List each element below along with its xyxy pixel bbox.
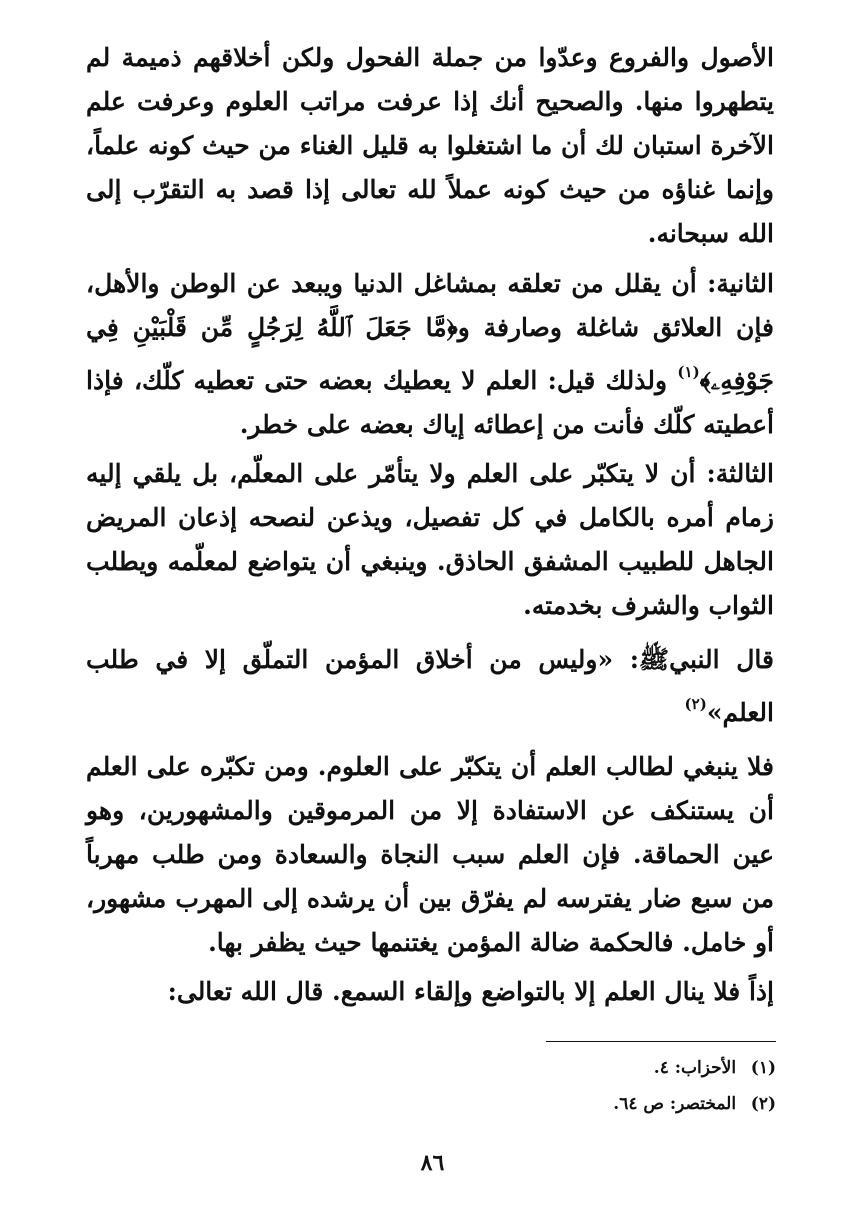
paragraph-humility xyxy=(86,745,774,965)
point-label: الثانية: xyxy=(707,269,774,298)
paragraph-text: أن يقلل من تعلقه بمشاغل الدنيا ويبعد عن الوطن والأهل، فإن العلائق شاغلة وصارفة و﴿مَّا جَعَلَ ٱللَّهُ لِرَجُلٍ مِّن قَلْبَيْنِ فِي جَوْفِهِۦ﴾ xyxy=(86,269,774,395)
paragraph-text: أن لا يتكبّر على العلم ولا يتأمّر على المعلّم، بل يلقي إليه زمام أمره بالكامل في كل تفصيل، ويذعن لنصحه إذعان المريض الجاهل للطبيب المشفق الحاذق. وينبغي أن يتواضع لمعلّمه ويطلب الثواب والشرف بخدمته. xyxy=(86,459,774,620)
footnote-marker: (١) xyxy=(677,363,700,381)
footnote-number: (٢) xyxy=(750,1094,776,1114)
paragraph-text: قال النبيﷺ: «وليس من أخلاق المؤمن التملّق إلا في طلب العلم» xyxy=(86,645,774,727)
paragraph-hadith xyxy=(86,638,774,735)
footnote-item xyxy=(86,1050,776,1086)
footnote-divider xyxy=(546,1041,776,1042)
paragraph-second-point xyxy=(86,262,774,447)
footnotes xyxy=(86,1050,776,1122)
point-label: الثالثة: xyxy=(706,459,774,488)
paragraph-conclusion xyxy=(86,970,774,1014)
footnote-item xyxy=(86,1086,776,1122)
paragraph-text: الأصول والفروع وعدّوا من جملة الفحول ولكن أخلاقهم ذميمة لم يتطهروا منها. والصحيح أنك إذا عرفت مراتب العلوم وعرفت علم الآخرة استبان لك أن ما اشتغلوا به قليل الغناء من حيث كونه علماً، وإنما غناؤه من حيث كونه عملاً لله تعالى إذا قصد به التقرّب إلى الله سبحانه. xyxy=(86,43,774,248)
paragraph-text: فلا ينبغي لطالب العلم أن يتكبّر على العلوم. ومن تكبّره على العلم أن يستنكف عن الاستفادة إلا من المرموقين والمشهورين، وهو عين الحماقة. فإن العلم سبب النجاة والسعادة ومن طلب مهرباً من سبع ضار يفترسه لم يفرّق بين أن يرشده إلى المهرب مشهور، أو خامل. فالحكمة ضالة المؤمن يغتنمها حيث يظفر بها. xyxy=(86,752,774,957)
paragraph-continuation xyxy=(86,36,774,256)
footnote-text: الأحزاب: ٤. xyxy=(653,1058,737,1078)
footnote-marker: (٢) xyxy=(684,695,707,713)
paragraph-text: إذاً فلا ينال العلم إلا بالتواضع وإلقاء السمع. قال الله تعالى: xyxy=(167,977,774,1006)
footnote-text: المختصر: ص ٦٤. xyxy=(613,1094,737,1114)
page-number: ٨٦ xyxy=(420,1150,445,1176)
footnote-number: (١) xyxy=(750,1058,776,1078)
paragraph-third-point xyxy=(86,452,774,628)
paragraph-text: ولذلك قيل: العلم لا يعطيك بعضه حتى تعطيه كلّك، فإذا أعطيته كلّك فأنت من إعطائه إياك بعضه على خطر. xyxy=(86,366,774,439)
